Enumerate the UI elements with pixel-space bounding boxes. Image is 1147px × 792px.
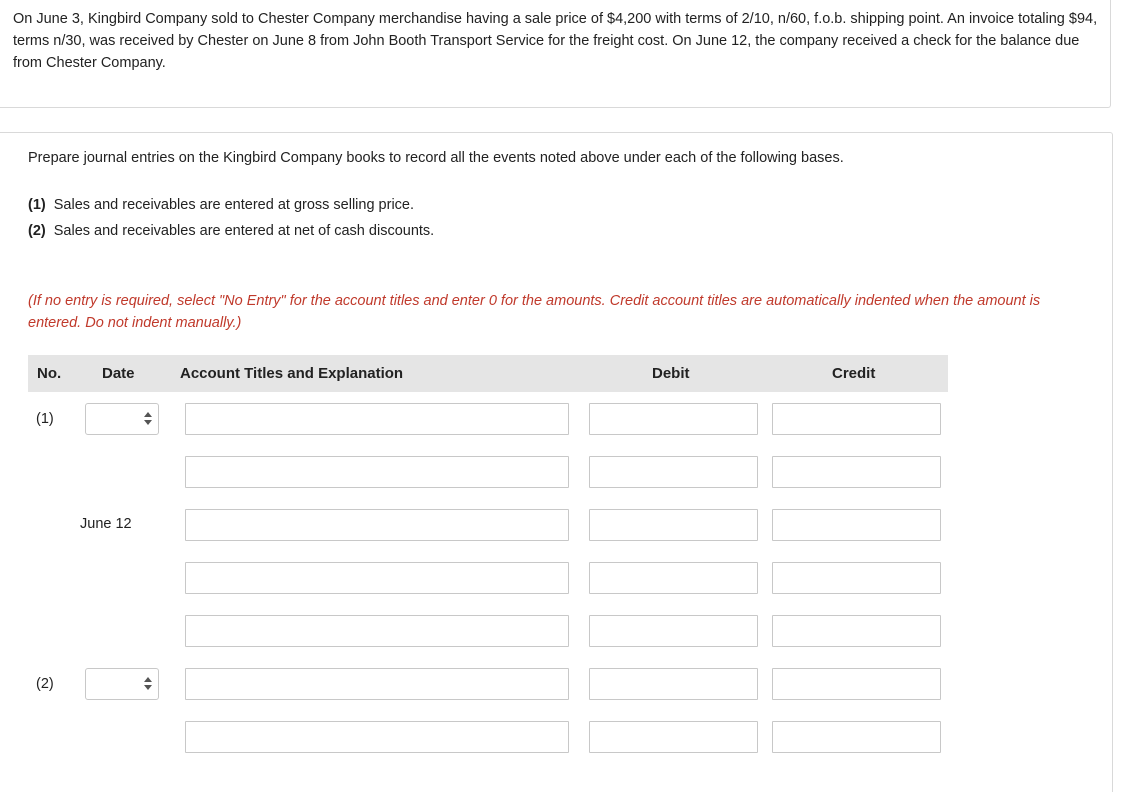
entry-number: (1) [36, 411, 54, 427]
debit-input[interactable] [589, 509, 758, 541]
credit-input[interactable] [772, 562, 941, 594]
header-account: Account Titles and Explanation [180, 365, 404, 382]
account-title-input[interactable] [185, 668, 569, 700]
account-title-input[interactable] [185, 562, 569, 594]
account-title-input[interactable] [185, 509, 569, 541]
instruction-text: Prepare journal entries on the Kingbird Company books to record all the events noted above under each of the following bases. [28, 150, 844, 166]
debit-input[interactable] [589, 668, 758, 700]
date-select[interactable] [85, 403, 159, 435]
select-arrows-icon [144, 677, 152, 691]
credit-input[interactable] [772, 456, 941, 488]
header-debit: Debit [652, 365, 690, 382]
basis-number: (1) [28, 197, 46, 213]
debit-input[interactable] [589, 721, 758, 753]
debit-input[interactable] [589, 562, 758, 594]
select-arrows-icon [144, 412, 152, 426]
credit-input[interactable] [772, 403, 941, 435]
date-select[interactable] [85, 668, 159, 700]
debit-input[interactable] [589, 615, 758, 647]
basis-text: Sales and receivables are entered at net of cash discounts. [53, 223, 435, 239]
account-title-input[interactable] [185, 456, 569, 488]
account-title-input[interactable] [185, 721, 569, 753]
entry-number: (2) [36, 676, 54, 692]
credit-input[interactable] [772, 668, 941, 700]
problem-statement: On June 3, Kingbird Company sold to Chester Company merchandise having a sale price of $4,200 with terms of 2/10, n/60, f.o.b. shipping point. An invoice totaling $94, terms n/30, was received by Chester on June 8 from John Booth Transport Service for the freight cost. On June 12, the company received a check for the balance due from Chester Company. [13, 11, 1098, 71]
credit-input[interactable] [772, 615, 941, 647]
basis-number: (2) [28, 223, 46, 239]
account-title-input[interactable] [185, 403, 569, 435]
basis-text: Sales and receivables are entered at gross selling price. [53, 197, 415, 213]
journal-table-header [28, 355, 948, 392]
account-title-input[interactable] [185, 615, 569, 647]
header-date: Date [102, 365, 135, 382]
credit-input[interactable] [772, 509, 941, 541]
basis-2 [28, 223, 434, 239]
debit-input[interactable] [589, 403, 758, 435]
basis-1 [28, 197, 414, 213]
date-label: June 12 [80, 516, 132, 532]
credit-input[interactable] [772, 721, 941, 753]
debit-input[interactable] [589, 456, 758, 488]
entry-note: (If no entry is required, select "No Entry" for the account titles and enter 0 for the amounts. Credit account titles are automatically indented when the amount is entered. Do not indent manually.) [28, 293, 1041, 331]
header-no: No. [37, 365, 62, 382]
header-credit: Credit [832, 365, 876, 382]
